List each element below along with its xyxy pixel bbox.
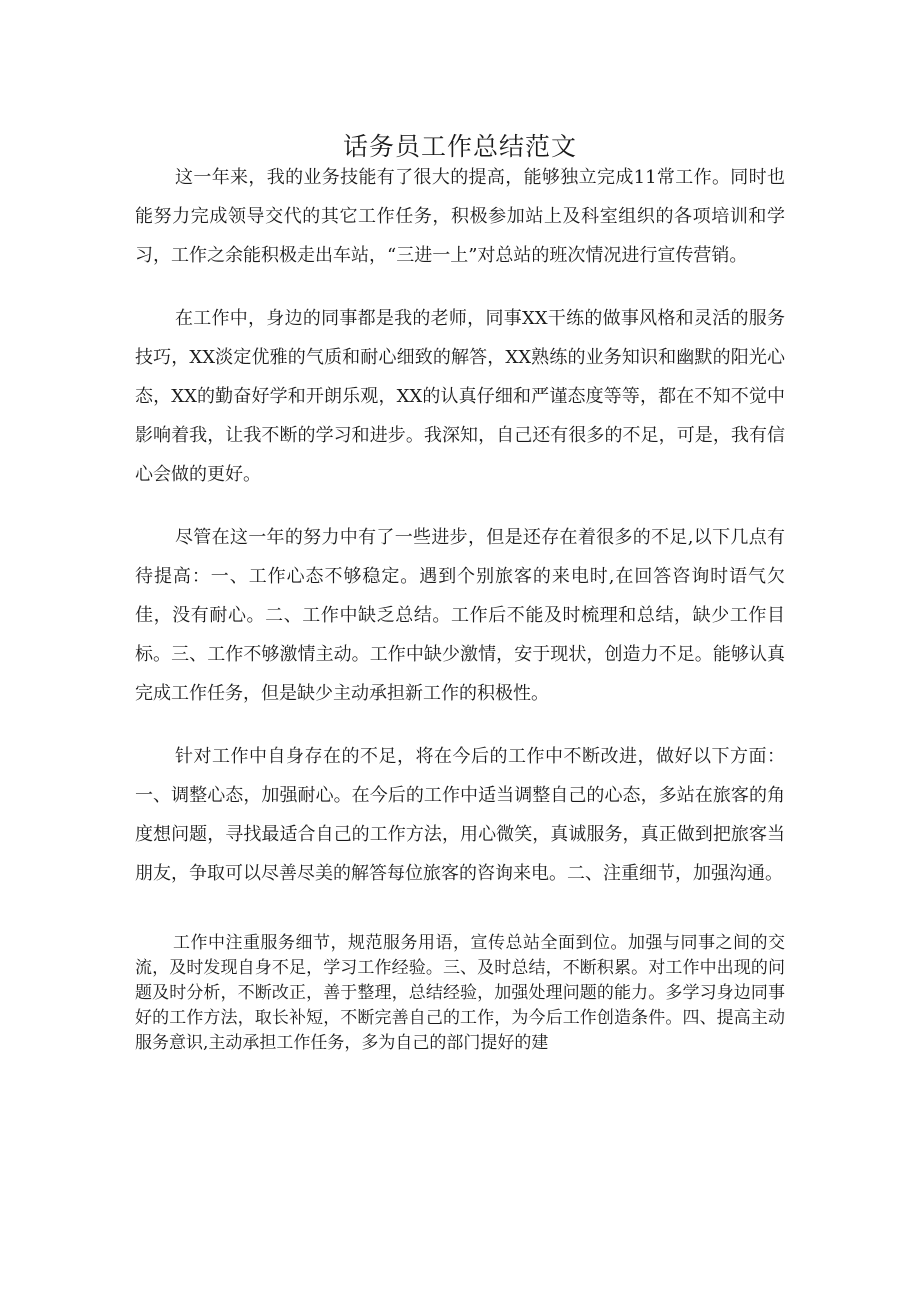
- paragraph-improvements: 针对工作中自身存在的不足，将在今后的工作中不断改进，做好以下方面：一、调整心态，加强耐心。在今后的工作中适当调整自己的心态，多站在旅客的角度想问题，寻找最适合自己的工作方法，用心微笑，真诚服务，真正做到把旅客当朋友，争取可以尽善尽美的解答每位旅客的咨询来电。二、注重细节，加强沟通。: [135, 746, 785, 884]
- document-title: 话务员工作总结范文: [342, 131, 577, 161]
- paragraph-details: 工作中注重服务细节，规范服务用语，宣传总站全面到位。加强与同事之间的交流，及时发现自身不足，学习工作经验。三、及时总结，不断积累。对工作中出现的问题及时分析，不断改正，善于整理，总结经验，加强处理问题的能力。多学习身边同事好的工作方法，取长补短，不断完善自己的工作，为今后工作创造条件。四、提高主动服务意识,主动承担工作任务，多为自己的部门提好的建: [135, 933, 785, 1053]
- document-body: [135, 158, 785, 1056]
- paragraph-skills: 这一年来，我的业务技能有了很大的提高，能够独立完成11常工作。同时也能努力完成领导交代的其它工作任务，积极参加站上及科室组织的各项培训和学习，工作之余能积极走出车站，“三进一上”对总站的班次情况进行宣传营销。: [135, 167, 785, 266]
- paragraph-shortcomings: 尽管在这一年的努力中有了一些进步，但是还存在着很多的不足,以下几点有待提高：一、工作心态不够稳定。遇到个别旅客的来电时,在回答咨询时语气欠佳，没有耐心。二、工作中缺乏总结。工作后不能及时梳理和总结，缺少工作目标。三、工作不够激情主动。工作中缺少激情，安于现状，创造力不足。能够认真完成工作任务，但是缺少主动承担新工作的积极性。: [135, 527, 785, 704]
- paragraph-colleagues: 在工作中，身边的同事都是我的老师，同事XX干练的做事风格和灵活的服务技巧，XX淡定优雅的气质和耐心细致的解答，XX熟练的业务知识和幽默的阳光心态，XX的勤奋好学和开朗乐观，XX的认真仔细和严谨态度等等，都在不知不觉中影响着我，让我不断的学习和进步。我深知，自己还有很多的不足，可是，我有信心会做的更好。: [135, 308, 785, 485]
